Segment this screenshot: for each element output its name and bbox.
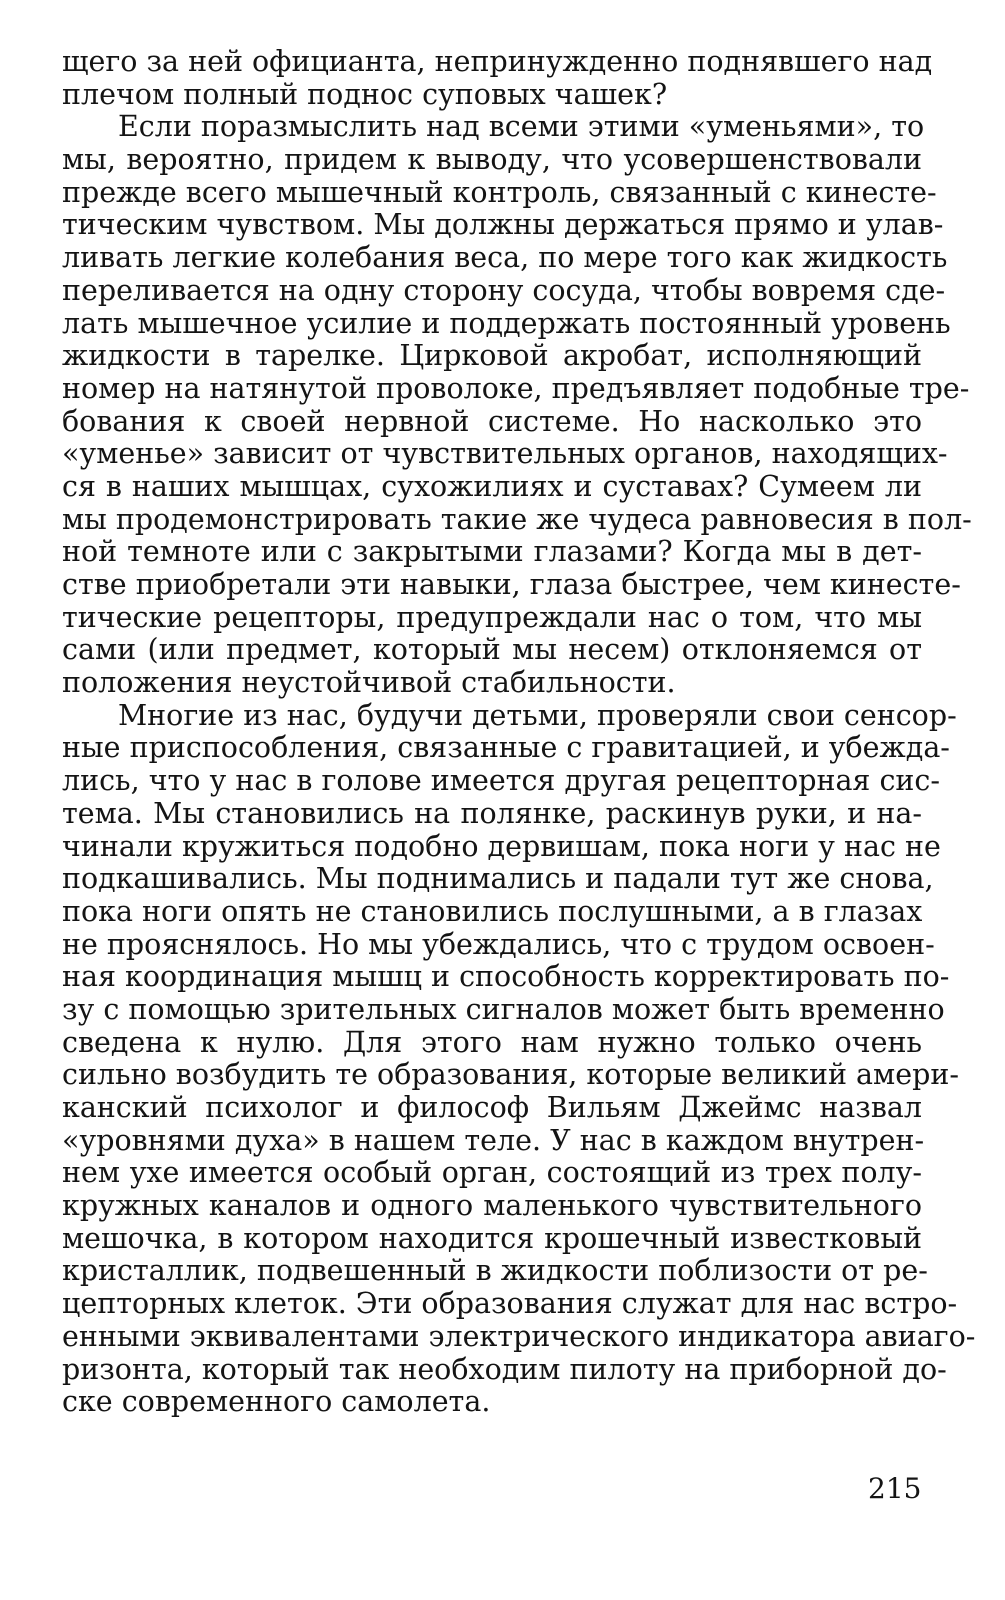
text-line: ная координация мышц и способность корректировать по- xyxy=(62,960,950,994)
text-line: стве приобретали эти навыки, глаза быстрее, чем кинесте- xyxy=(62,568,961,601)
text-line: лать мышечное усилие и поддержать постоянный уровень xyxy=(62,306,951,340)
text-line: ся в наших мышцах, сухожилиях и суставах? Сумеем ли xyxy=(62,469,922,503)
text-line: Многие из нас, будучи детьми, проверяли свои сенсор- xyxy=(118,698,957,732)
text-line: нем ухе имеется особый орган, состоящий из трех полу- xyxy=(62,1156,922,1190)
text-line: жидкости в тарелке. Цирковой акробат, исполняющий xyxy=(62,339,922,373)
text-line: зу с помощью зрительных сигналов может быть временно xyxy=(62,992,945,1026)
text-line: «уровнями духа» в нашем теле. У нас в каждом внутрен- xyxy=(62,1123,925,1157)
text-line: номер на натянутой проволоке, предъявляет подобные тре- xyxy=(62,371,970,405)
text-line: кристаллик, подвешенный в жидкости поблизости от ре- xyxy=(62,1254,928,1288)
text-line: мы, вероятно, придем к выводу, что усовершенствовали xyxy=(62,143,922,177)
text-line: не прояснялось. Но мы убеждались, что с трудом освоен- xyxy=(62,927,935,961)
text-line: кружных каналов и одного маленького чувствительного xyxy=(62,1189,922,1223)
text-line: сведена к нулю. Для этого нам нужно только очень xyxy=(62,1025,922,1059)
text-line: ной темноте или с закрытыми глазами? Когда мы в дет- xyxy=(62,535,922,569)
text-line: сами (или предмет, который мы несем) отклоняемся от xyxy=(62,633,922,667)
text-line: пока ноги опять не становились послушными, а в глазах xyxy=(62,894,923,928)
text-line: сильно возбудить те образования, которые великий амери- xyxy=(62,1058,959,1092)
text-line: ливать легкие колебания веса, по мере того как жидкость xyxy=(62,241,948,275)
text-line: плечом полный поднос суповых чашек? xyxy=(62,77,668,111)
text-line: тическим чувством. Мы должны держаться прямо и улав- xyxy=(62,208,944,242)
text-line: лись, что у нас в голове имеется другая рецепторная сис- xyxy=(62,764,941,798)
text-line: прежде всего мышечный контроль, связанный с кинесте- xyxy=(62,175,937,209)
text-line: канский психолог и философ Вильям Джеймс назвал xyxy=(62,1091,922,1124)
text-line: бования к своей нервной системе. Но насколько это xyxy=(62,404,922,438)
text-line: положения неустойчивой стабильности. xyxy=(62,666,676,700)
text-line: Если поразмыслить над всеми этими «уменьями», то xyxy=(118,110,925,144)
text-line: ризонта, который так необходим пилоту на приборной до- xyxy=(62,1352,947,1386)
text-line: чинали кружиться подобно дервишам, пока ноги у нас не xyxy=(62,829,941,863)
paragraph xyxy=(62,698,976,1419)
text-line: ске современного самолета. xyxy=(62,1385,491,1419)
text-line: ные приспособления, связанные с гравитацией, и убежда- xyxy=(62,731,950,765)
page-body xyxy=(62,45,976,1419)
text-line: подкашивались. Мы поднимались и падали тут же снова, xyxy=(62,862,934,896)
text-line: мешочка, в котором находится крошечный известковый xyxy=(62,1221,922,1255)
text-line: переливается на одну сторону сосуда, чтобы вовремя сде- xyxy=(62,273,946,307)
text-line: «уменье» зависит от чувствительных органов, находящих- xyxy=(62,437,948,471)
paragraph xyxy=(62,45,933,111)
text-line: цепторных клеток. Эти образования служат для нас встро- xyxy=(62,1287,958,1321)
text-line: енными эквивалентами электрического индикатора авиаго- xyxy=(62,1319,976,1353)
paragraph xyxy=(62,110,972,700)
text-line: мы продемонстрировать такие же чудеса равновесия в пол- xyxy=(62,502,972,536)
text-line: тема. Мы становились на полянке, раскинув руки, и на- xyxy=(62,796,922,830)
page-number: 215 xyxy=(868,1472,922,1505)
text-line: тические рецепторы, предупреждали нас о том, что мы xyxy=(62,600,922,634)
text-line: щего за ней официанта, непринужденно поднявшего над xyxy=(62,45,933,78)
